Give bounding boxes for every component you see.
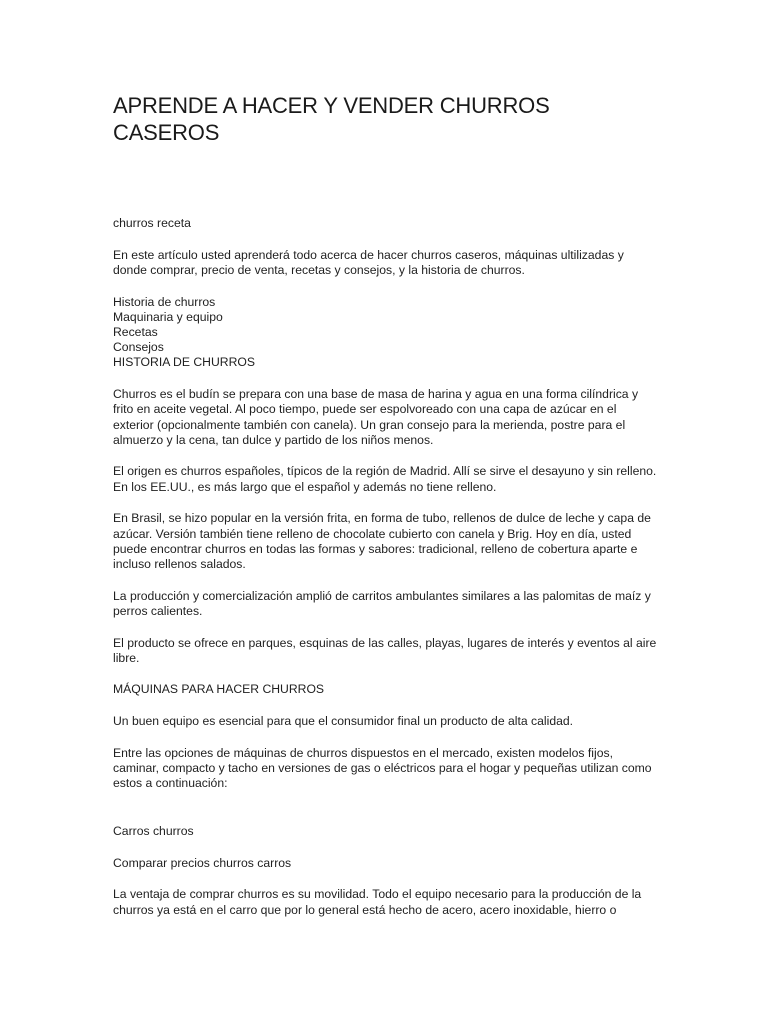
intro-paragraph: En este artículo usted aprenderá todo acerca de hacer churros caseros, máquinas ultilizadas y donde comprar, precio de venta, recetas y consejos, y la historia de churros. bbox=[113, 247, 624, 277]
image-caption: churros receta bbox=[113, 216, 191, 230]
machines-paragraph-1: Un buen equipo es esencial para que el consumidor final un producto de alta calidad. bbox=[113, 714, 574, 729]
carts-paragraph-1: La ventaja de comprar churros es su movilidad. Todo el equipo necesario para la producción de la churros ya está en el carro que por lo general está hecho de acero, acero inoxidable, hierro o bbox=[113, 887, 642, 917]
machines-paragraph-2: Entre las opciones de máquinas de churros dispuestos en el mercado, existen modelos fijos, caminar, compacto y tacho en versiones de gas o eléctricos para el hogar y pequeñas utilizan como estos a continuación: bbox=[113, 745, 652, 791]
toc-item-history: Historia de churros bbox=[113, 294, 216, 309]
toc-item-recipes: Recetas bbox=[113, 325, 158, 340]
history-paragraph-1: Churros es el budín se prepara con una base de masa de harina y agua en una forma cilíndrica y frito en aceite vegetal. Al poco tiempo, puede ser espolvoreado con una capa de azúcar en el exterior (opcionalmente también con canela). Un gran consejo para la merienda, postre para el almuerzo y la cena, tan dulce y partido de los niños menos. bbox=[113, 387, 639, 447]
history-paragraph-5: El producto se ofrece en parques, esquinas de las calles, playas, lugares de interés y eventos al aire libre. bbox=[113, 635, 657, 665]
section-heading-machines: MÁQUINAS PARA HACER CHURROS bbox=[113, 682, 325, 697]
toc-item-machinery: Maquinaria y equipo bbox=[113, 309, 223, 324]
table-of-contents bbox=[113, 295, 658, 371]
history-paragraph-3: En Brasil, se hizo popular en la versión frita, en forma de tubo, rellenos de dulce de leche y capa de azúcar. Versión también tiene relleno de chocolate cubierto con canela y Brig. Hoy en día, usted puede encontrar churros en todas las formas y sabores: tradicional, relleno de cobertura aparte e incluso rellenos salados. bbox=[113, 511, 651, 571]
subheading-carts: Carros churros bbox=[113, 823, 194, 838]
history-paragraph-4: La producción y comercialización amplió de carritos ambulantes similares a las palomitas de maíz y perros calientes. bbox=[113, 588, 651, 618]
toc-item-tips: Consejos bbox=[113, 340, 164, 355]
history-paragraph-2: El origen es churros españoles, típicos de la región de Madrid. Allí se sirve el desayuno y sin relleno. En los EE.UU., es más largo que el español y además no tiene relleno. bbox=[113, 464, 657, 494]
section-heading-history: HISTORIA DE CHURROS bbox=[113, 355, 255, 370]
document-title: APRENDE A HACER Y VENDER CHURROS CASEROS bbox=[113, 93, 550, 145]
compare-prices-caption: Comparar precios churros carros bbox=[113, 855, 292, 870]
document-body bbox=[113, 216, 658, 934]
